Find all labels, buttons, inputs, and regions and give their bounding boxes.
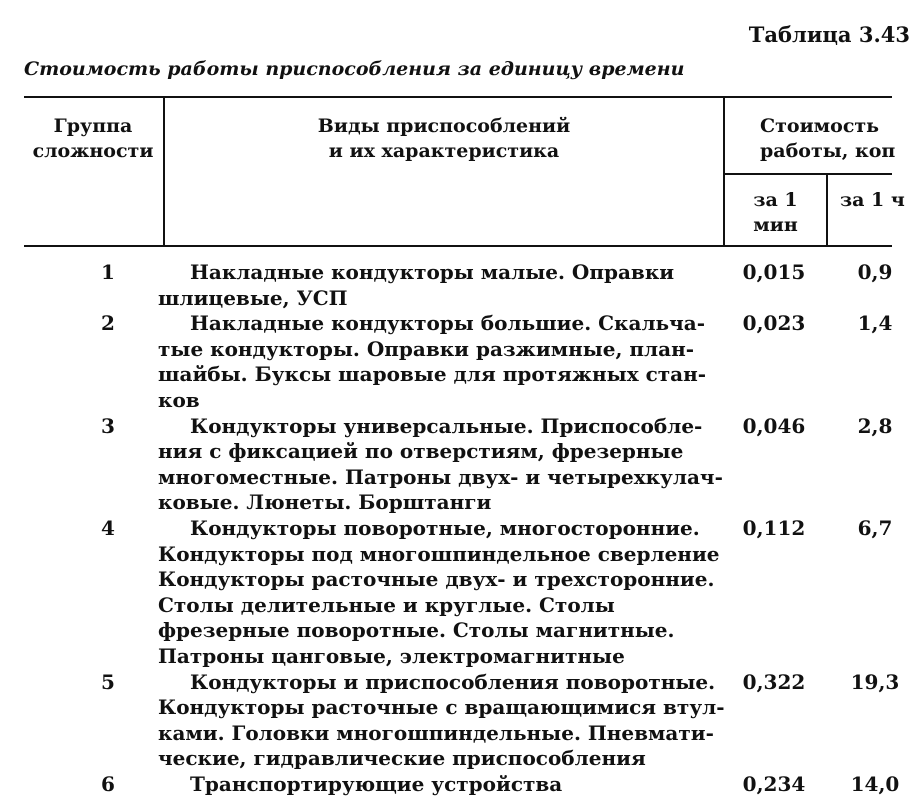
- description-line: Транспортирующие устройства: [190, 772, 563, 796]
- row-description: [158, 772, 724, 798]
- row-group-number: 6: [101, 772, 115, 796]
- description-line: ния с фиксацией по отверстиям, фрезерные: [158, 439, 684, 464]
- row-cost-per-hour: 6,7: [857, 516, 893, 540]
- description-line: ковые. Люнеты. Борштанги: [158, 490, 492, 515]
- description-line: шайбы. Буксы шаровые для протяжных стан-: [158, 362, 707, 387]
- column-divider-3: [826, 174, 828, 246]
- row-cost-per-hour: 1,4: [857, 311, 893, 336]
- row-description: [158, 670, 724, 772]
- row-group-number: 1: [101, 260, 115, 284]
- row-cost-per-hour: 14,0: [850, 772, 900, 796]
- row-cost-per-min: 0,112: [742, 516, 806, 540]
- description-line: ками. Головки многошпиндельные. Пневмати-: [158, 720, 714, 745]
- description-line: ков: [158, 387, 200, 412]
- description-line: Кондукторы и приспособления поворотные.: [190, 669, 716, 694]
- header-types: Виды приспособлений и их характеристика: [317, 115, 571, 162]
- row-group-number: 2: [101, 311, 115, 336]
- row-description: [158, 311, 724, 413]
- description-line: тые кондукторы. Оправки разжимные, план-: [158, 336, 695, 361]
- row-cost-per-hour: 19,3: [850, 669, 900, 694]
- row-cost-per-min: 0,046: [742, 413, 806, 438]
- row-cost-per-min: 0,023: [742, 311, 806, 336]
- description-line: многоместные. Патроны двух- и четырехкулач-: [158, 464, 723, 489]
- row-cost-per-min: 0,322: [742, 669, 806, 694]
- description-line: шлицевые, УСП: [158, 285, 348, 310]
- header-bottom-rule: [24, 245, 892, 247]
- description-line: Кондукторы поворотные, многосторонние.: [190, 516, 700, 540]
- description-line: Накладные кондукторы большие. Скальча-: [190, 311, 706, 336]
- row-group-number: 3: [101, 413, 115, 438]
- row-cost-per-min: 0,234: [742, 772, 806, 796]
- description-line: Кондукторы универсальные. Приспособле-: [190, 413, 703, 438]
- description-line: Кондукторы расточные двух- и трехсторонние.: [158, 567, 715, 592]
- description-line: Кондукторы расточные с вращающимися втул-: [158, 695, 725, 720]
- row-cost-per-hour: 0,9: [857, 260, 893, 284]
- row-group-number: 5: [101, 669, 115, 694]
- cost-subheader-rule: [724, 173, 892, 175]
- description-line: ческие, гидравлические приспособления: [158, 746, 646, 771]
- table-label: Таблица 3.43: [748, 22, 910, 47]
- header-per-hour: за 1 ч: [840, 189, 905, 211]
- description-line: Столы делительные и круглые. Столы: [158, 592, 615, 617]
- table-top-rule: [24, 96, 892, 98]
- header-group: Группа сложности: [32, 115, 154, 162]
- description-line: Накладные кондукторы малые. Оправки: [190, 260, 675, 284]
- header-cost: Стоимость работы, коп: [760, 115, 896, 162]
- table-caption: Стоимость работы приспособления за единицу времени: [24, 58, 685, 80]
- row-description: [158, 260, 724, 311]
- row-description: [158, 414, 724, 516]
- header-per-min: за 1 мин: [753, 189, 798, 236]
- row-cost-per-hour: 2,8: [857, 413, 893, 438]
- row-group-number: 4: [101, 516, 115, 540]
- row-description: [158, 516, 724, 670]
- row-cost-per-min: 0,015: [742, 260, 806, 284]
- description-line: Кондукторы под многошпиндельное сверление: [158, 541, 720, 566]
- description-line: Патроны цанговые, электромагнитные: [158, 643, 625, 668]
- description-line: фрезерные поворотные. Столы магнитные.: [158, 618, 675, 643]
